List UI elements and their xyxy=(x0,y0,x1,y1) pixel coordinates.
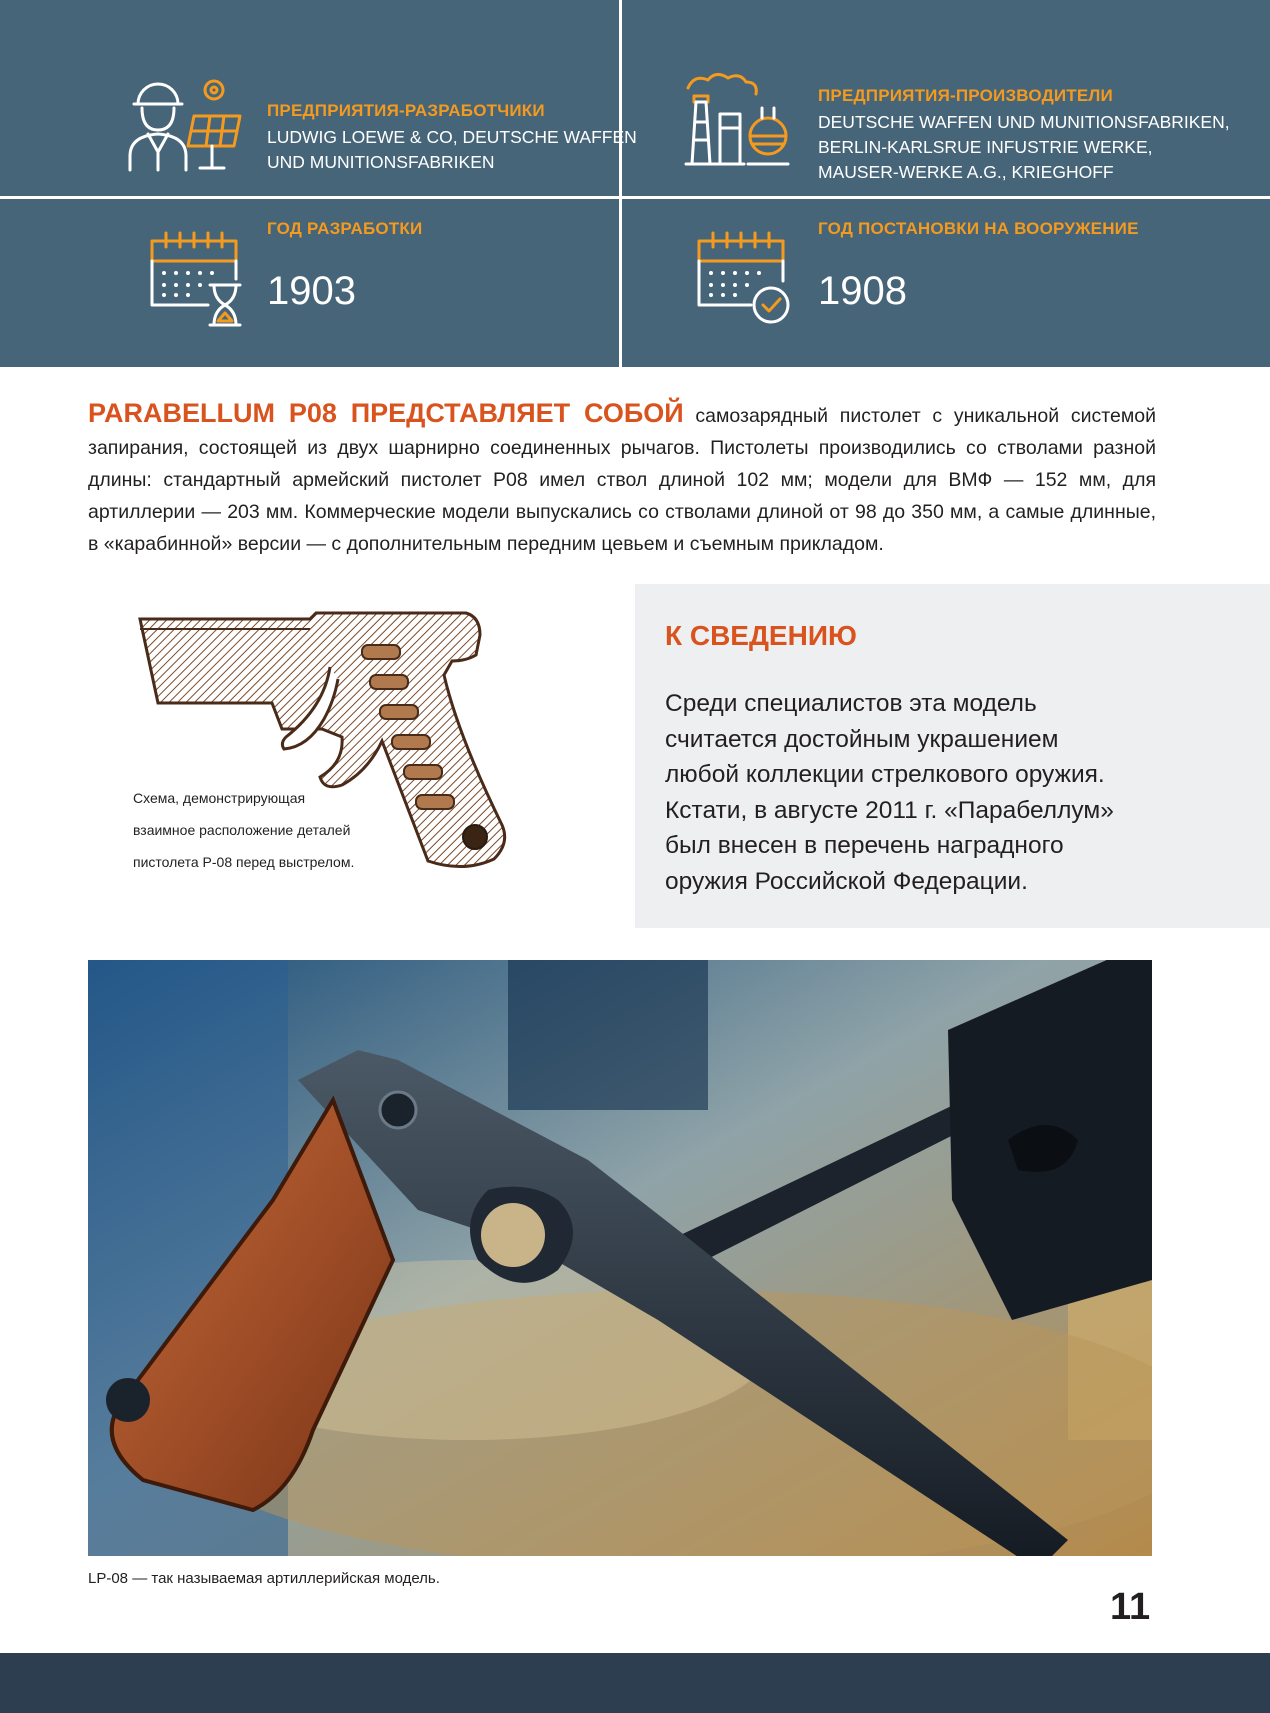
page-number: 11 xyxy=(1110,1586,1151,1628)
note-text: Среди специалистов эта модель считается достойным украшением любой коллекции стрелкового оружия. Кстати, в августе 2011 г. «Парабеллум» был внесен в перечень наградного оружия Российской Федерации. xyxy=(665,690,1114,895)
dev-year-label: ГОД РАЗРАБОТКИ xyxy=(267,219,423,238)
lp08-pistol-photo xyxy=(88,960,1152,1556)
info-header xyxy=(0,0,1270,367)
calendar-check-icon xyxy=(695,229,795,329)
manufacturers-cell xyxy=(622,0,1270,196)
dev-year-value: 1903 xyxy=(267,269,356,313)
developers-cell xyxy=(0,0,637,196)
schematic-caption-line-1: Схема, демонстрирующая xyxy=(133,790,306,806)
engineer-solar-panel-icon xyxy=(126,76,246,176)
schematic-caption-line-2: взаимное расположение деталей xyxy=(133,822,351,838)
intro-text: самозарядный пистолет с уникальной системой запирания, состоящей из двух шарнирно соединенных рычагов. Пистолеты производились со стволами разной длины: стандартный армейский пистолет Р08 имел ствол длиной 102 мм; модели для ВМФ — 152 мм, для артиллерии — 203 мм. Коммерческие модели выпускались со стволами длиной от 98 до 350 мм, а самые длинные, в «карабинной» версии — с дополнительным передним цевьем и съемным прикладом. xyxy=(88,405,1157,555)
factory-icon xyxy=(682,70,792,170)
manufacturers-value-line-2: BERLIN-KARLSRUE INFUSTRIE WERKE, xyxy=(818,137,1153,157)
manufacturers-label: ПРЕДПРИЯТИЯ-ПРОИЗВОДИТЕЛИ xyxy=(818,86,1113,105)
adoption-year-cell xyxy=(622,199,1270,367)
intro-lead: PARABELLUM P08 ПРЕДСТАВЛЯЕТ СОБОЙ xyxy=(88,398,684,428)
adoption-year-label: ГОД ПОСТАНОВКИ НА ВООРУЖЕНИЕ xyxy=(818,219,1139,238)
adoption-year-value: 1908 xyxy=(818,269,907,313)
developers-label: ПРЕДПРИЯТИЯ-РАЗРАБОТЧИКИ xyxy=(267,101,545,120)
manufacturers-value-line-1: DEUTSCHE WAFFEN UND MUNITIONSFABRIKEN, xyxy=(818,112,1230,132)
footer-bar xyxy=(0,1653,1270,1713)
calendar-hourglass-icon xyxy=(148,229,248,329)
developers-value-line-2: UND MUNITIONSFABRIKEN xyxy=(267,152,495,172)
developers-value-line-1: LUDWIG LOEWE & CO, DEUTSCHE WAFFEN xyxy=(267,127,637,147)
note-box xyxy=(635,584,1270,928)
dev-year-cell xyxy=(0,199,619,367)
note-title: К СВЕДЕНИЮ xyxy=(665,620,857,651)
manufacturers-value-line-3: MAUSER-WERKE A.G., KRIEGHOFF xyxy=(818,162,1114,182)
schematic-caption-line-3: пистолета Р-08 перед выстрелом. xyxy=(133,854,355,870)
photo-caption: LP-08 — так называемая артиллерийская модель. xyxy=(88,1570,440,1587)
schematic-caption xyxy=(133,782,403,878)
intro-paragraph xyxy=(88,397,1156,560)
